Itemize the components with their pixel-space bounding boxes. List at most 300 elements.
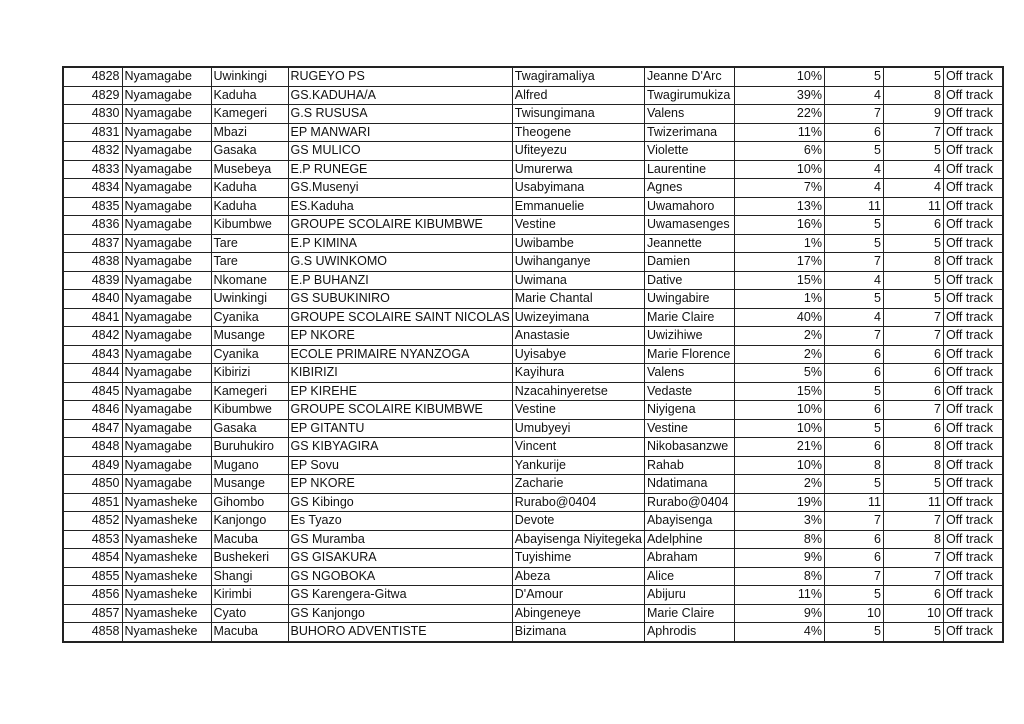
cell-id[interactable]: 4836 (63, 216, 122, 235)
cell-percent[interactable]: 9% (734, 604, 824, 623)
cell-school[interactable]: EP NKORE (288, 475, 512, 494)
cell-percent[interactable]: 10% (734, 160, 824, 179)
cell-district[interactable]: Nyamagabe (122, 364, 211, 383)
cell-last-name[interactable]: Yankurije (512, 456, 644, 475)
cell-percent[interactable]: 6% (734, 142, 824, 161)
cell-id[interactable]: 4846 (63, 401, 122, 420)
cell-district[interactable]: Nyamasheke (122, 512, 211, 531)
cell-value-a[interactable]: 6 (824, 401, 883, 420)
cell-last-name[interactable]: Uwimana (512, 271, 644, 290)
cell-status[interactable]: Off track (943, 67, 1003, 86)
cell-percent[interactable]: 9% (734, 549, 824, 568)
cell-value-a[interactable]: 5 (824, 382, 883, 401)
cell-district[interactable]: Nyamagabe (122, 160, 211, 179)
cell-id[interactable]: 4837 (63, 234, 122, 253)
cell-first-name[interactable]: Twizerimana (644, 123, 734, 142)
cell-value-b[interactable]: 9 (883, 105, 943, 124)
cell-school[interactable]: BUHORO ADVENTISTE (288, 623, 512, 642)
cell-last-name[interactable]: Abingeneye (512, 604, 644, 623)
cell-district[interactable]: Nyamagabe (122, 438, 211, 457)
cell-first-name[interactable]: Marie Claire (644, 308, 734, 327)
cell-status[interactable]: Off track (943, 456, 1003, 475)
cell-first-name[interactable]: Aphrodis (644, 623, 734, 642)
cell-id[interactable]: 4845 (63, 382, 122, 401)
cell-first-name[interactable]: Adelphine (644, 530, 734, 549)
cell-sector[interactable]: Kibumbwe (211, 216, 288, 235)
cell-last-name[interactable]: Twagiramaliya (512, 67, 644, 86)
cell-value-b[interactable]: 4 (883, 160, 943, 179)
cell-school[interactable]: E.P BUHANZI (288, 271, 512, 290)
cell-status[interactable]: Off track (943, 216, 1003, 235)
cell-value-a[interactable]: 6 (824, 123, 883, 142)
cell-district[interactable]: Nyamasheke (122, 549, 211, 568)
cell-first-name[interactable]: Uwingabire (644, 290, 734, 309)
cell-school[interactable]: ES.Kaduha (288, 197, 512, 216)
cell-school[interactable]: E.P RUNEGE (288, 160, 512, 179)
cell-status[interactable]: Off track (943, 234, 1003, 253)
cell-value-b[interactable]: 4 (883, 179, 943, 198)
cell-status[interactable]: Off track (943, 123, 1003, 142)
cell-last-name[interactable]: Uwibambe (512, 234, 644, 253)
cell-sector[interactable]: Kibumbwe (211, 401, 288, 420)
cell-status[interactable]: Off track (943, 345, 1003, 364)
cell-value-b[interactable]: 8 (883, 456, 943, 475)
cell-first-name[interactable]: Jeanne D'Arc (644, 67, 734, 86)
cell-id[interactable]: 4854 (63, 549, 122, 568)
cell-district[interactable]: Nyamagabe (122, 290, 211, 309)
cell-sector[interactable]: Musange (211, 327, 288, 346)
cell-id[interactable]: 4849 (63, 456, 122, 475)
cell-value-b[interactable]: 7 (883, 512, 943, 531)
cell-id[interactable]: 4833 (63, 160, 122, 179)
cell-school[interactable]: GROUPE SCOLAIRE KIBUMBWE (288, 401, 512, 420)
cell-status[interactable]: Off track (943, 623, 1003, 642)
cell-school[interactable]: GS Karengera-Gitwa (288, 586, 512, 605)
cell-school[interactable]: GS Muramba (288, 530, 512, 549)
cell-percent[interactable]: 2% (734, 327, 824, 346)
cell-id[interactable]: 4841 (63, 308, 122, 327)
cell-value-b[interactable]: 7 (883, 401, 943, 420)
cell-school[interactable]: ECOLE PRIMAIRE NYANZOGA (288, 345, 512, 364)
cell-district[interactable]: Nyamagabe (122, 142, 211, 161)
cell-id[interactable]: 4856 (63, 586, 122, 605)
cell-id[interactable]: 4858 (63, 623, 122, 642)
cell-value-a[interactable]: 8 (824, 456, 883, 475)
cell-sector[interactable]: Macuba (211, 530, 288, 549)
cell-school[interactable]: Es Tyazo (288, 512, 512, 531)
cell-percent[interactable]: 13% (734, 197, 824, 216)
cell-district[interactable]: Nyamasheke (122, 493, 211, 512)
cell-first-name[interactable]: Marie Florence (644, 345, 734, 364)
cell-last-name[interactable]: Abeza (512, 567, 644, 586)
cell-value-b[interactable]: 5 (883, 623, 943, 642)
cell-school[interactable]: GS Kibingo (288, 493, 512, 512)
cell-first-name[interactable]: Uwamasenges (644, 216, 734, 235)
cell-status[interactable]: Off track (943, 179, 1003, 198)
cell-district[interactable]: Nyamagabe (122, 86, 211, 105)
cell-status[interactable]: Off track (943, 382, 1003, 401)
cell-status[interactable]: Off track (943, 567, 1003, 586)
cell-sector[interactable]: Uwinkingi (211, 67, 288, 86)
cell-sector[interactable]: Kamegeri (211, 105, 288, 124)
cell-last-name[interactable]: Twisungimana (512, 105, 644, 124)
cell-school[interactable]: E.P KIMINA (288, 234, 512, 253)
cell-status[interactable]: Off track (943, 160, 1003, 179)
cell-district[interactable]: Nyamagabe (122, 308, 211, 327)
cell-percent[interactable]: 40% (734, 308, 824, 327)
cell-value-a[interactable]: 5 (824, 290, 883, 309)
cell-district[interactable]: Nyamagabe (122, 401, 211, 420)
cell-sector[interactable]: Gasaka (211, 142, 288, 161)
cell-district[interactable]: Nyamagabe (122, 419, 211, 438)
cell-school[interactable]: GS MULICO (288, 142, 512, 161)
cell-last-name[interactable]: Nzacahinyeretse (512, 382, 644, 401)
cell-sector[interactable]: Kaduha (211, 179, 288, 198)
cell-value-a[interactable]: 4 (824, 308, 883, 327)
cell-value-b[interactable]: 10 (883, 604, 943, 623)
cell-first-name[interactable]: Twagirumukiza (644, 86, 734, 105)
cell-sector[interactable]: Kaduha (211, 197, 288, 216)
cell-value-b[interactable]: 5 (883, 271, 943, 290)
cell-district[interactable]: Nyamasheke (122, 586, 211, 605)
cell-first-name[interactable]: Abraham (644, 549, 734, 568)
cell-district[interactable]: Nyamagabe (122, 271, 211, 290)
cell-sector[interactable]: Shangi (211, 567, 288, 586)
cell-value-a[interactable]: 7 (824, 327, 883, 346)
cell-district[interactable]: Nyamasheke (122, 567, 211, 586)
cell-sector[interactable]: Kaduha (211, 86, 288, 105)
cell-id[interactable]: 4838 (63, 253, 122, 272)
cell-last-name[interactable]: Zacharie (512, 475, 644, 494)
cell-value-b[interactable]: 8 (883, 253, 943, 272)
cell-first-name[interactable]: Abayisenga (644, 512, 734, 531)
cell-id[interactable]: 4834 (63, 179, 122, 198)
cell-district[interactable]: Nyamagabe (122, 345, 211, 364)
cell-percent[interactable]: 2% (734, 345, 824, 364)
cell-sector[interactable]: Gihombo (211, 493, 288, 512)
cell-status[interactable]: Off track (943, 290, 1003, 309)
cell-status[interactable]: Off track (943, 364, 1003, 383)
cell-district[interactable]: Nyamasheke (122, 623, 211, 642)
cell-last-name[interactable]: Vestine (512, 401, 644, 420)
cell-sector[interactable]: Tare (211, 253, 288, 272)
cell-value-b[interactable]: 6 (883, 586, 943, 605)
cell-value-b[interactable]: 7 (883, 549, 943, 568)
cell-value-a[interactable]: 11 (824, 197, 883, 216)
cell-value-b[interactable]: 5 (883, 67, 943, 86)
cell-percent[interactable]: 1% (734, 290, 824, 309)
cell-last-name[interactable]: Abayisenga Niyitegeka (512, 530, 644, 549)
cell-last-name[interactable]: Marie Chantal (512, 290, 644, 309)
cell-district[interactable]: Nyamagabe (122, 456, 211, 475)
cell-first-name[interactable]: Agnes (644, 179, 734, 198)
cell-value-a[interactable]: 5 (824, 67, 883, 86)
cell-first-name[interactable]: Dative (644, 271, 734, 290)
cell-first-name[interactable]: Rahab (644, 456, 734, 475)
cell-district[interactable]: Nyamagabe (122, 123, 211, 142)
cell-school[interactable]: GROUPE SCOLAIRE KIBUMBWE (288, 216, 512, 235)
cell-value-b[interactable]: 7 (883, 567, 943, 586)
cell-school[interactable]: G.S RUSUSA (288, 105, 512, 124)
cell-value-a[interactable]: 5 (824, 623, 883, 642)
cell-last-name[interactable]: Uyisabye (512, 345, 644, 364)
cell-status[interactable]: Off track (943, 438, 1003, 457)
cell-sector[interactable]: Kanjongo (211, 512, 288, 531)
cell-value-b[interactable]: 6 (883, 216, 943, 235)
cell-id[interactable]: 4848 (63, 438, 122, 457)
cell-status[interactable]: Off track (943, 271, 1003, 290)
cell-value-a[interactable]: 5 (824, 475, 883, 494)
cell-first-name[interactable]: Uwizihiwe (644, 327, 734, 346)
cell-last-name[interactable]: Kayihura (512, 364, 644, 383)
cell-value-a[interactable]: 11 (824, 493, 883, 512)
cell-id[interactable]: 4829 (63, 86, 122, 105)
cell-school[interactable]: EP KIREHE (288, 382, 512, 401)
cell-school[interactable]: GS NGOBOKA (288, 567, 512, 586)
cell-id[interactable]: 4844 (63, 364, 122, 383)
cell-last-name[interactable]: Ufiteyezu (512, 142, 644, 161)
cell-school[interactable]: EP MANWARI (288, 123, 512, 142)
cell-value-b[interactable]: 5 (883, 142, 943, 161)
cell-percent[interactable]: 8% (734, 567, 824, 586)
cell-school[interactable]: GS Kanjongo (288, 604, 512, 623)
cell-last-name[interactable]: Uwihanganye (512, 253, 644, 272)
cell-school[interactable]: GS.Musenyi (288, 179, 512, 198)
cell-id[interactable]: 4832 (63, 142, 122, 161)
cell-last-name[interactable]: Emmanuelie (512, 197, 644, 216)
cell-sector[interactable]: Cyanika (211, 308, 288, 327)
cell-value-b[interactable]: 6 (883, 382, 943, 401)
cell-first-name[interactable]: Valens (644, 105, 734, 124)
cell-percent[interactable]: 17% (734, 253, 824, 272)
cell-status[interactable]: Off track (943, 86, 1003, 105)
cell-sector[interactable]: Tare (211, 234, 288, 253)
cell-value-a[interactable]: 4 (824, 86, 883, 105)
cell-value-a[interactable]: 4 (824, 271, 883, 290)
cell-status[interactable]: Off track (943, 142, 1003, 161)
cell-sector[interactable]: Cyato (211, 604, 288, 623)
cell-id[interactable]: 4839 (63, 271, 122, 290)
cell-first-name[interactable]: Jeannette (644, 234, 734, 253)
cell-value-a[interactable]: 7 (824, 512, 883, 531)
cell-first-name[interactable]: Vedaste (644, 382, 734, 401)
cell-percent[interactable]: 19% (734, 493, 824, 512)
cell-percent[interactable]: 10% (734, 67, 824, 86)
cell-status[interactable]: Off track (943, 105, 1003, 124)
cell-status[interactable]: Off track (943, 197, 1003, 216)
cell-district[interactable]: Nyamagabe (122, 327, 211, 346)
cell-first-name[interactable]: Vestine (644, 419, 734, 438)
cell-value-b[interactable]: 5 (883, 290, 943, 309)
cell-district[interactable]: Nyamagabe (122, 179, 211, 198)
cell-last-name[interactable]: Usabyimana (512, 179, 644, 198)
cell-value-a[interactable]: 7 (824, 105, 883, 124)
cell-school[interactable]: GS KIBYAGIRA (288, 438, 512, 457)
cell-id[interactable]: 4842 (63, 327, 122, 346)
cell-value-a[interactable]: 5 (824, 142, 883, 161)
cell-first-name[interactable]: Alice (644, 567, 734, 586)
cell-status[interactable]: Off track (943, 327, 1003, 346)
cell-sector[interactable]: Musange (211, 475, 288, 494)
cell-id[interactable]: 4851 (63, 493, 122, 512)
cell-value-a[interactable]: 6 (824, 530, 883, 549)
cell-value-b[interactable]: 7 (883, 123, 943, 142)
cell-sector[interactable]: Uwinkingi (211, 290, 288, 309)
cell-sector[interactable]: Mbazi (211, 123, 288, 142)
cell-percent[interactable]: 11% (734, 123, 824, 142)
cell-sector[interactable]: Gasaka (211, 419, 288, 438)
cell-value-b[interactable]: 11 (883, 493, 943, 512)
cell-status[interactable]: Off track (943, 308, 1003, 327)
cell-value-a[interactable]: 7 (824, 567, 883, 586)
cell-id[interactable]: 4847 (63, 419, 122, 438)
cell-first-name[interactable]: Damien (644, 253, 734, 272)
cell-first-name[interactable]: Ndatimana (644, 475, 734, 494)
cell-school[interactable]: EP GITANTU (288, 419, 512, 438)
cell-value-b[interactable]: 8 (883, 86, 943, 105)
cell-last-name[interactable]: Umubyeyi (512, 419, 644, 438)
cell-school[interactable]: GS SUBUKINIRO (288, 290, 512, 309)
cell-district[interactable]: Nyamagabe (122, 382, 211, 401)
cell-percent[interactable]: 8% (734, 530, 824, 549)
cell-value-a[interactable]: 5 (824, 234, 883, 253)
cell-first-name[interactable]: Nikobasanzwe (644, 438, 734, 457)
cell-id[interactable]: 4840 (63, 290, 122, 309)
cell-status[interactable]: Off track (943, 475, 1003, 494)
cell-last-name[interactable]: Theogene (512, 123, 644, 142)
cell-school[interactable]: EP Sovu (288, 456, 512, 475)
cell-status[interactable]: Off track (943, 493, 1003, 512)
cell-first-name[interactable]: Marie Claire (644, 604, 734, 623)
cell-first-name[interactable]: Valens (644, 364, 734, 383)
cell-value-b[interactable]: 8 (883, 530, 943, 549)
cell-percent[interactable]: 4% (734, 623, 824, 642)
cell-status[interactable]: Off track (943, 512, 1003, 531)
cell-value-a[interactable]: 4 (824, 179, 883, 198)
cell-status[interactable]: Off track (943, 549, 1003, 568)
cell-id[interactable]: 4843 (63, 345, 122, 364)
cell-percent[interactable]: 3% (734, 512, 824, 531)
cell-value-b[interactable]: 7 (883, 327, 943, 346)
cell-id[interactable]: 4828 (63, 67, 122, 86)
cell-last-name[interactable]: Vincent (512, 438, 644, 457)
cell-value-a[interactable]: 10 (824, 604, 883, 623)
cell-first-name[interactable]: Violette (644, 142, 734, 161)
cell-district[interactable]: Nyamagabe (122, 253, 211, 272)
cell-value-b[interactable]: 11 (883, 197, 943, 216)
cell-percent[interactable]: 22% (734, 105, 824, 124)
cell-percent[interactable]: 15% (734, 382, 824, 401)
cell-value-b[interactable]: 6 (883, 364, 943, 383)
cell-status[interactable]: Off track (943, 253, 1003, 272)
cell-id[interactable]: 4835 (63, 197, 122, 216)
cell-first-name[interactable]: Laurentine (644, 160, 734, 179)
cell-district[interactable]: Nyamasheke (122, 604, 211, 623)
cell-last-name[interactable]: Alfred (512, 86, 644, 105)
cell-school[interactable]: G.S UWINKOMO (288, 253, 512, 272)
cell-district[interactable]: Nyamasheke (122, 530, 211, 549)
cell-district[interactable]: Nyamagabe (122, 105, 211, 124)
cell-percent[interactable]: 5% (734, 364, 824, 383)
cell-value-b[interactable]: 5 (883, 475, 943, 494)
cell-id[interactable]: 4850 (63, 475, 122, 494)
cell-last-name[interactable]: Devote (512, 512, 644, 531)
cell-value-a[interactable]: 5 (824, 419, 883, 438)
cell-percent[interactable]: 2% (734, 475, 824, 494)
cell-sector[interactable]: Kamegeri (211, 382, 288, 401)
cell-percent[interactable]: 16% (734, 216, 824, 235)
cell-sector[interactable]: Cyanika (211, 345, 288, 364)
cell-id[interactable]: 4852 (63, 512, 122, 531)
cell-sector[interactable]: Mugano (211, 456, 288, 475)
cell-percent[interactable]: 11% (734, 586, 824, 605)
cell-id[interactable]: 4831 (63, 123, 122, 142)
cell-first-name[interactable]: Niyigena (644, 401, 734, 420)
cell-value-a[interactable]: 6 (824, 549, 883, 568)
cell-last-name[interactable]: Bizimana (512, 623, 644, 642)
cell-value-b[interactable]: 6 (883, 345, 943, 364)
cell-value-b[interactable]: 6 (883, 419, 943, 438)
cell-district[interactable]: Nyamagabe (122, 234, 211, 253)
cell-district[interactable]: Nyamagabe (122, 197, 211, 216)
cell-id[interactable]: 4830 (63, 105, 122, 124)
cell-sector[interactable]: Macuba (211, 623, 288, 642)
cell-status[interactable]: Off track (943, 419, 1003, 438)
cell-last-name[interactable]: Rurabo@0404 (512, 493, 644, 512)
cell-value-a[interactable]: 5 (824, 586, 883, 605)
cell-sector[interactable]: Bushekeri (211, 549, 288, 568)
cell-percent[interactable]: 39% (734, 86, 824, 105)
cell-school[interactable]: GS.KADUHA/A (288, 86, 512, 105)
cell-value-b[interactable]: 5 (883, 234, 943, 253)
cell-sector[interactable]: Nkomane (211, 271, 288, 290)
cell-percent[interactable]: 7% (734, 179, 824, 198)
cell-sector[interactable]: Buruhukiro (211, 438, 288, 457)
cell-school[interactable]: RUGEYO PS (288, 67, 512, 86)
cell-value-b[interactable]: 8 (883, 438, 943, 457)
cell-value-a[interactable]: 5 (824, 216, 883, 235)
cell-percent[interactable]: 10% (734, 419, 824, 438)
cell-last-name[interactable]: D'Amour (512, 586, 644, 605)
cell-school[interactable]: EP NKORE (288, 327, 512, 346)
cell-value-a[interactable]: 7 (824, 253, 883, 272)
cell-percent[interactable]: 21% (734, 438, 824, 457)
cell-id[interactable]: 4853 (63, 530, 122, 549)
cell-percent[interactable]: 1% (734, 234, 824, 253)
cell-percent[interactable]: 10% (734, 456, 824, 475)
cell-first-name[interactable]: Rurabo@0404 (644, 493, 734, 512)
cell-id[interactable]: 4855 (63, 567, 122, 586)
cell-status[interactable]: Off track (943, 530, 1003, 549)
cell-last-name[interactable]: Vestine (512, 216, 644, 235)
cell-percent[interactable]: 15% (734, 271, 824, 290)
cell-school[interactable]: GROUPE SCOLAIRE SAINT NICOLAS (288, 308, 512, 327)
cell-id[interactable]: 4857 (63, 604, 122, 623)
cell-percent[interactable]: 10% (734, 401, 824, 420)
cell-first-name[interactable]: Uwamahoro (644, 197, 734, 216)
cell-school[interactable]: GS GISAKURA (288, 549, 512, 568)
cell-last-name[interactable]: Uwizeyimana (512, 308, 644, 327)
cell-district[interactable]: Nyamagabe (122, 216, 211, 235)
cell-value-a[interactable]: 6 (824, 345, 883, 364)
cell-status[interactable]: Off track (943, 586, 1003, 605)
cell-value-a[interactable]: 6 (824, 364, 883, 383)
cell-school[interactable]: KIBIRIZI (288, 364, 512, 383)
cell-last-name[interactable]: Umurerwa (512, 160, 644, 179)
cell-value-b[interactable]: 7 (883, 308, 943, 327)
cell-first-name[interactable]: Abijuru (644, 586, 734, 605)
cell-district[interactable]: Nyamagabe (122, 67, 211, 86)
